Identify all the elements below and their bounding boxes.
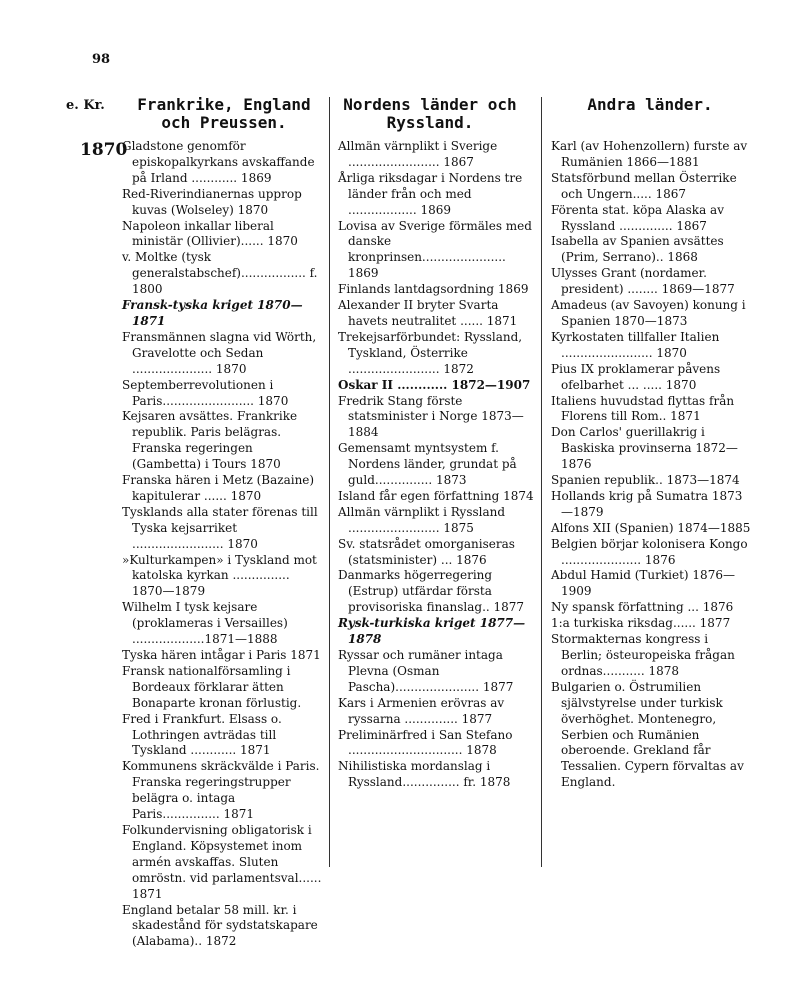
timeline-entry: Franska hären i Metz (Bazaine) kapitulerar ...... 1870 — [122, 473, 315, 503]
timeline-entry: Hollands krig på Sumatra 1873—1879 — [551, 488, 743, 519]
timeline-entry: Finlands lantdagsordning 1869 — [338, 282, 529, 297]
timeline-entry: Fransk nationalförsamling i Bordeaux förklarar ätten Bonaparte kronan förlustig. — [122, 663, 302, 710]
timeline-entry: Årliga riksdagar i Nordens tre länder från och med .................. 1869 — [338, 170, 523, 217]
column-title-nordic-russia: Nordens länder och Ryssland. — [343, 95, 517, 132]
timeline-entry: Gladstone genomför episkopalkyrkans avskaffande på Irland ............ 1869 — [122, 139, 315, 185]
timeline-entry: England betalar 58 mill. kr. i skadestånd för sydstatskapare (Alabama).. 1872 — [122, 902, 318, 949]
timeline-entry: Lovisa av Sverige förmäles med danske kronprinsen...................... 1869 — [338, 218, 532, 281]
timeline-entry: Abdul Hamid (Turkiet) 1876—1909 — [551, 568, 735, 599]
timeline-entry: Septemberrevolutionen i Paris........................ 1870 — [122, 377, 289, 408]
timeline-entry: Kars i Armenien erövras av ryssarna .............. 1877 — [338, 695, 505, 726]
year-label: 1870 — [80, 140, 128, 160]
timeline-entry: Rysk-turkiska kriget 1877—1878 — [338, 616, 526, 647]
column-france-england-prussia — [122, 139, 322, 950]
timeline-entry: Nihilistiska mordanslag i Ryssland............... fr. 1878 — [338, 759, 511, 790]
timeline-entry: Tyska hären intågar i Paris 1871 — [122, 648, 321, 662]
timeline-entry: Isabella av Spanien avsättes (Prim, Serrano).. 1868 — [551, 234, 724, 265]
column-other-countries — [551, 139, 751, 791]
timeline-entry: Trekejsarförbundet: Ryssland, Tyskland, Österrike ........................ 1872 — [338, 329, 523, 376]
timeline-entry: Allmän värnplikt i Ryssland ........................ 1875 — [338, 504, 506, 535]
timeline-entry: Island får egen författning 1874 — [338, 488, 534, 503]
page-number: 98 — [92, 52, 111, 67]
timeline-entry: Red-Riverindianernas upprор kuvas (Wolseley) 1870 — [122, 186, 302, 217]
timeline-entry: Kommunens skräckvälde i Paris. Franska regeringstrupper belägra o. intaga Paris............... 1871 — [122, 759, 320, 822]
timeline-entry: Fred i Frankfurt. Elsass o. Lothringen avträdas till Tyskland ............ 1871 — [122, 711, 282, 758]
timeline-entry: Gemensamt myntsystem f. Nordens länder, grundat på guld............... 1873 — [338, 441, 517, 488]
era-label: e. Kr. — [66, 98, 105, 113]
timeline-entry: Danmarks högerregering (Estrup) utfärdar första provisoriska finanslag.. 1877 — [338, 568, 525, 615]
timeline-entry: Preliminärfred i San Stefano .............................. 1878 — [338, 727, 513, 758]
timeline-entry: Don Carlos' guerillakrig i Baskiska provinserna 1872—1876 — [551, 425, 738, 472]
timeline-entry: Ulysses Grant (nordamer. president) ........ 1869—1877 — [551, 266, 735, 297]
column-nordic-russia — [338, 139, 534, 791]
timeline-entry: Allmän värnplikt i Sverige ........................ 1867 — [338, 139, 498, 169]
timeline-entry: Kejsaren avsättes. Frankrike republik. Paris belägras. Franska regeringen (Gambetta) i Tours 1870 — [122, 409, 298, 472]
timeline-entry: 1:a turkiska riksdag...... 1877 — [551, 616, 731, 631]
timeline-entry: Napoleon inkallar liberal ministär (Ollivier)...... 1870 — [122, 218, 298, 249]
timeline-entry: Fransk-tyska kriget 1870—1871 — [122, 298, 303, 328]
timeline-entry: Amadeus (av Savoyen) konung i Spanien 1870—1873 — [551, 298, 746, 328]
column-title-other-countries: Andra länder. — [587, 95, 713, 114]
column-title-france-england-prussia: Frankrike, England och Preussen. — [137, 95, 311, 132]
timeline-entry: Spanien republik.. 1873—1874 — [551, 473, 740, 488]
timeline-entry: Folkundervisning obligatorisk i England. Köpsystemet inom armén avskaffas. Sluten omröstn. vid parlamentsval...... 1871 — [122, 822, 322, 901]
timeline-entry: Statsförbund mellan Österrike och Ungern..... 1867 — [551, 170, 737, 201]
column-divider-2 — [541, 97, 542, 867]
column-divider-1 — [329, 97, 330, 867]
timeline-entry: Ny spansk författning ... 1876 — [551, 600, 734, 615]
timeline-entry: Tysklands alla stater förenas till Tyska kejsarriket ........................ 1870 — [122, 504, 318, 551]
timeline-entry: Fredrik Stang förste statsminister i Norge 1873—1884 — [338, 393, 524, 440]
timeline-entry: Förenta stat. köpa Alaska av Ryssland .............. 1867 — [551, 202, 724, 233]
timeline-entry: Wilhelm I tysk kejsare (proklameras i Versailles) ...................1871—1888 — [122, 600, 288, 647]
timeline-entry: Alfons XII (Spanien) 1874—1885 — [551, 520, 751, 535]
timeline-entry: Alexander II bryter Svarta havets neutralitet ...... 1871 — [338, 298, 518, 328]
timeline-entry: Kyrkostaten tillfaller Italien ........................ 1870 — [551, 329, 720, 360]
timeline-entry: v. Moltke (tysk generalstabschef)................. f. 1800 — [122, 250, 318, 297]
timeline-entry: »Kulturkampen» i Tyskland mot katolska kyrkan ............... 1870—1879 — [122, 552, 317, 599]
timeline-entry: Fransmännen slagna vid Wörth, Gravelotte och Sedan ..................... 1870 — [122, 329, 317, 376]
timeline-entry: Pius IX proklamerar påvens ofelbarhet ... ..... 1870 — [551, 361, 721, 392]
timeline-entry: Belgien börjar kolonisera Kongo ..................... 1876 — [551, 536, 748, 567]
timeline-entry: Oskar II ............ 1872—1907 — [338, 377, 531, 392]
timeline-entry: Bulgarien o. Östrumilien självstyrelse under turkisk överhöghet. Montenegro, Serbien och Rumänien oberoende. Grekland får Tessalien. Cypern förvaltas av England. — [551, 679, 744, 790]
timeline-entry: Karl (av Hohenzollern) furste av Rumänien 1866—1881 — [551, 139, 748, 169]
timeline-entry: Sv. statsrådet omorganiseras (statsminister) ... 1876 — [338, 536, 515, 567]
timeline-entry: Italiens huvudstad flyttas från Florens till Rom.. 1871 — [551, 393, 735, 424]
timeline-entry: Ryssar och rumäner intaga Plevna (Osman Pascha)...................... 1877 — [338, 648, 514, 694]
timeline-entry: Stormakternas kongress i Berlin; östeuropeiska frågan ordnas........... 1878 — [551, 632, 735, 678]
